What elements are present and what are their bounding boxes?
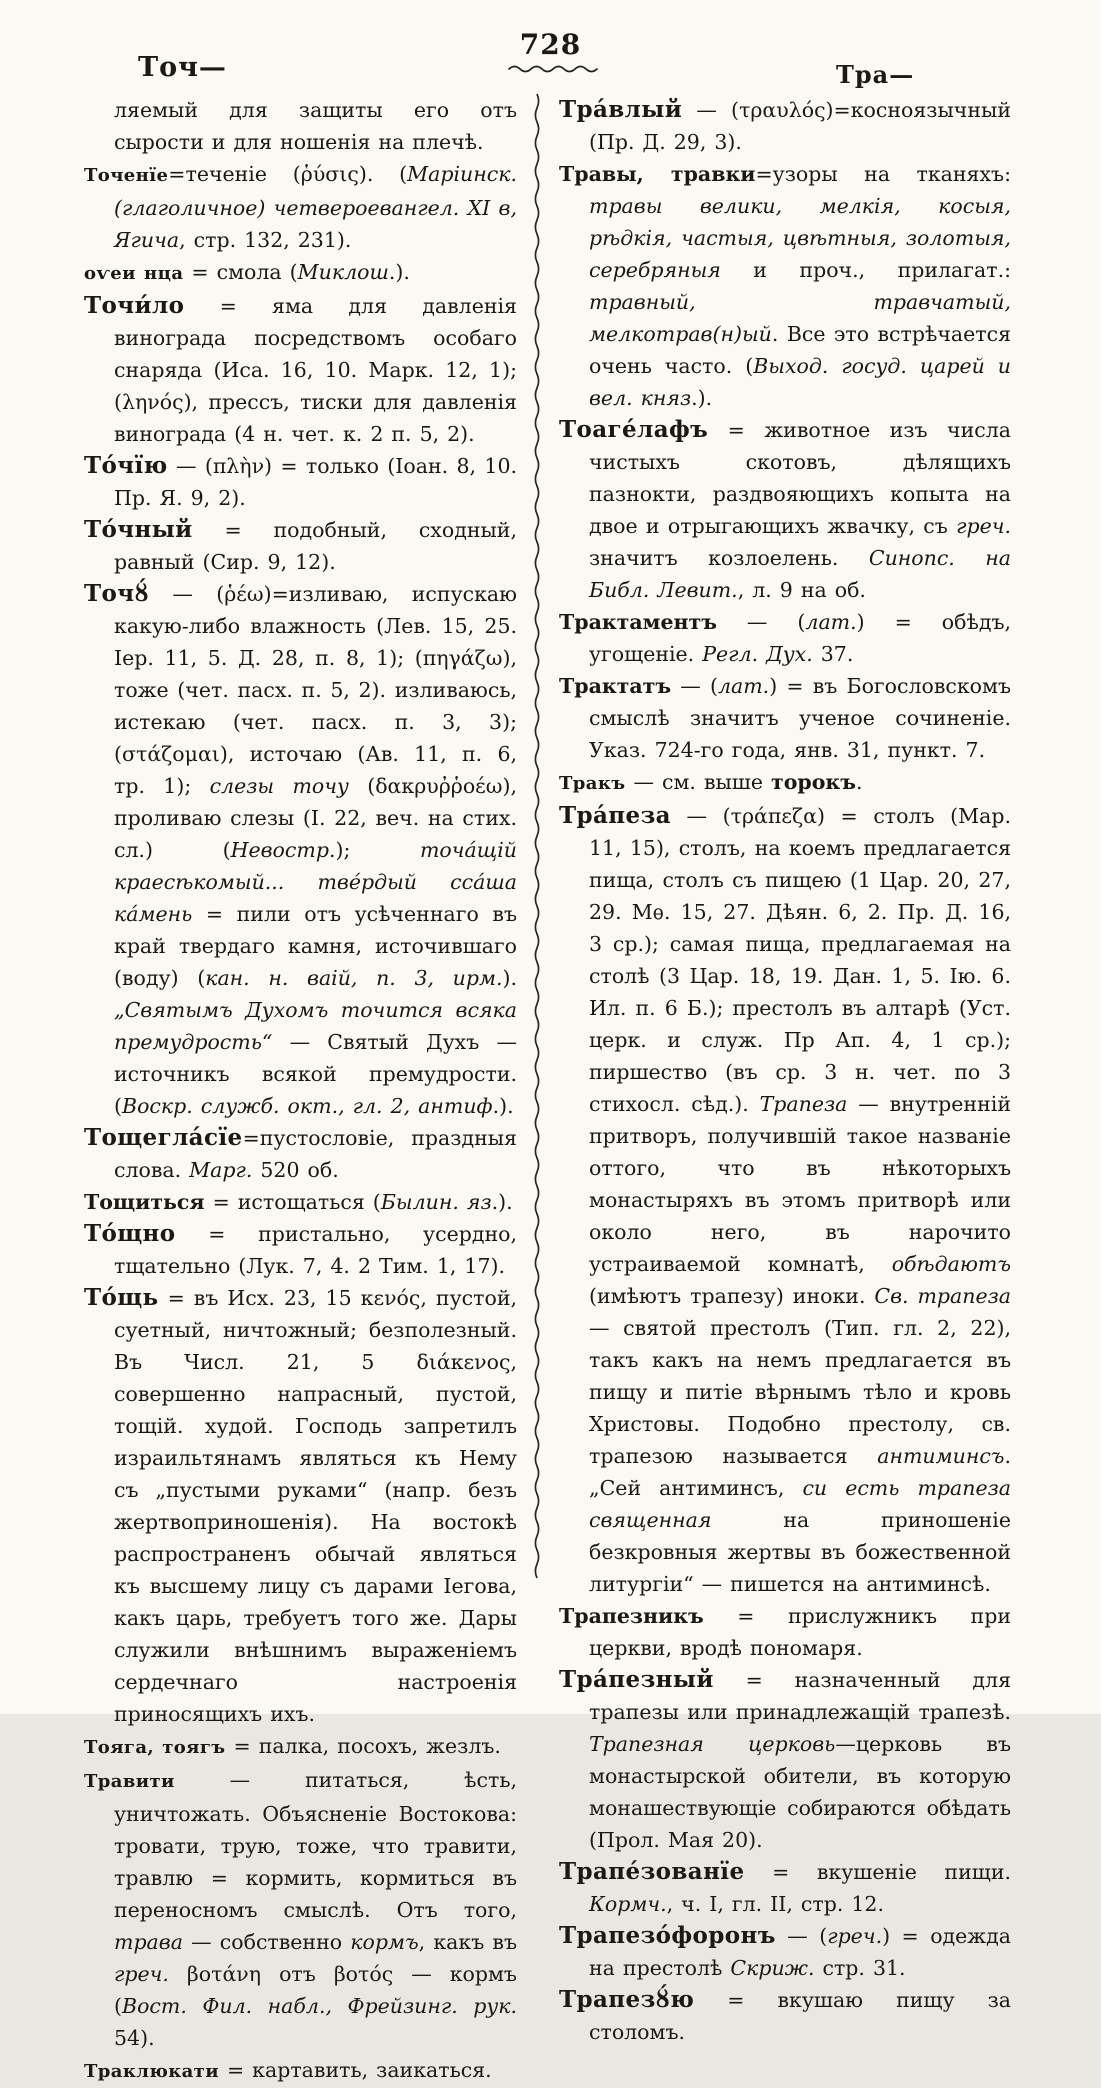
entry-text: „Святымъ Духомъ точится всяка премудрость“ [114, 998, 517, 1054]
entry-text: — ( [670, 804, 731, 828]
entry-text: = прислужникъ при церкви, вродѣ пономаря. [589, 1604, 1011, 1660]
entry-headword: Точȣ́ [84, 580, 150, 607]
dictionary-entry [84, 1764, 517, 2054]
entry-text: βοτός [333, 1962, 394, 1986]
column-divider [532, 94, 542, 1572]
entry-text: трава [114, 1930, 183, 1954]
entry-text: Регл. Дух. [702, 642, 813, 666]
entry-text: κενός [360, 1286, 421, 1310]
entry-text: , л. 9 на об. [737, 578, 866, 602]
text-columns [84, 94, 1011, 2088]
right-column [559, 94, 1011, 2048]
entry-text: Вост. Фил. набл., Фрейзинг. рук. [122, 1994, 517, 2018]
entry-text: , стр. 132, 231). [179, 228, 352, 252]
entry-text: Трапезная церковь [589, 1732, 836, 1756]
dictionary-entry [84, 290, 517, 450]
entry-text: , совершенно напрасный, пустой, тощій. худой. Господь запретилъ израильтянамъ являться къ Нему съ „пустыми руками“ (напр. безъ жертвоприношенія). На востокѣ распространенъ обычай являться къ высшему лицу съ дарами Іегова, какъ царь, требуетъ того же. Дары служили внѣшнимъ выраженіемъ сердечнаго настроенія приносящихъ ихъ. [114, 1350, 517, 1726]
entry-text: 54). [114, 2026, 155, 2050]
entry-text: — ( [682, 98, 740, 122]
entry-text: = яма для давленія винограда посредствомъ особаго снаряда (Иса. 16, 10. Марк. 12, 1); ( [114, 294, 517, 414]
entry-text: Скриж. [730, 1956, 815, 1980]
entry-text: = картавить, заикаться. [218, 2058, 492, 2082]
entry-headword: Травити [84, 1771, 175, 1792]
dictionary-entry [84, 450, 517, 514]
entry-text: — ( [716, 610, 806, 634]
dictionary-entry [559, 766, 1011, 800]
entry-text: ) = въ Богословскомъ смыслѣ значитъ ученое сочиненіе. Указ. 724-го года, янв. 31, пункт. 7. [589, 674, 1012, 762]
page-number-wavy-rule [507, 64, 595, 74]
entry-text: — питаться, ѣсть, уничтожать. Объясненіе Востокова: тровати, трую, тоже, что травити, травлю = кормить, кормиться въ переносномъ смыслѣ. Отъ того, [114, 1768, 517, 1922]
entry-headword: Травы, травки [559, 162, 756, 186]
dictionary-entry [559, 414, 1011, 606]
entry-text: , какъ въ [418, 1930, 517, 1954]
entry-text: — ( [775, 1924, 828, 1948]
entry-text: Былин. яз [380, 1190, 492, 1214]
entry-headword: То́щно [84, 1220, 176, 1247]
entry-text: )=изливаю, испускаю какую-либо влажность (Лев. 15, 25. Іер. 11, 5. Д. 28, п. 8, 1); ( [114, 582, 517, 670]
entry-text: = пристально, усердно, тщательно (Лук. 7, 4. 2 Тим. 1, 17). [114, 1222, 517, 1278]
entry-headword: Трапезо́форонъ [559, 1922, 776, 1949]
entry-text: πηγάζω [422, 646, 503, 670]
entry-text: Воскр. служб. окт., гл. 2, антиф [122, 1094, 493, 1118]
entry-text: = пили отъ усѣченнаго въ край твердаго камня, источившаго (воду) ( [114, 902, 517, 990]
entry-headword: Тракъ [559, 773, 626, 794]
entry-text: ), тоже (чет. пасх. п. 5, 2). изливаюсь, истекаю (чет. пасх. п. 3, 3); ( [114, 646, 517, 766]
entry-text: травы велики, мелкія, косыя, рѣдкія, частыя, цвѣтныя, золотыя, серебряныя [589, 194, 1011, 282]
entry-text: травный, травчатый, мелкотрав(н)ый [589, 290, 1011, 346]
entry-text: Выход. госуд. царей и вел. княз [589, 354, 1011, 410]
dictionary-entry [84, 1122, 517, 1186]
entry-text: =узоры на тканяхъ: [755, 162, 1012, 186]
entry-text: .). [388, 260, 410, 284]
entry-headword: Тощиться [84, 1190, 205, 1214]
entry-text: греч. [827, 1924, 883, 1948]
entry-text: .). [492, 1094, 514, 1118]
entry-text: δακρυῤῥοέω [375, 774, 503, 798]
running-head-right: Тра— [836, 60, 915, 89]
entry-text: .). [691, 386, 713, 410]
entry-text: διάκενος [416, 1350, 511, 1374]
entry-text: Миклош [297, 260, 389, 284]
entry-headword: Тояга, тоягъ [84, 1737, 226, 1758]
entry-text: Кормч. [589, 1892, 667, 1916]
entry-text: = въ Исх. 23, 15 [158, 1286, 361, 1310]
entry-headword: То́щь [84, 1284, 159, 1311]
entry-text: = животное изъ числа чистыхъ скотовъ, дѣлящихъ пазнокти, раздвояющихъ копыта на двое и отрыгающихъ жвачку, съ [589, 418, 1011, 538]
entry-text: = палка, посохъ, жезлъ. [225, 1734, 501, 1758]
entry-text: кормъ [350, 1930, 419, 1954]
entry-text [169, 1962, 187, 1986]
entry-text: στάζομαι [122, 742, 220, 766]
dictionary-entry [559, 1600, 1011, 1664]
dictionary-entry [84, 158, 517, 256]
entry-text: ) = одежда на престолѣ [589, 1924, 1011, 1980]
entry-text: 37. [812, 642, 854, 666]
entry-text: ῥέω [224, 582, 264, 606]
entry-text: — собственно [182, 1930, 351, 1954]
entry-text: , пустой, суетный, ничтожный; безполезный. Въ Числ. 21, 5 [114, 1286, 517, 1374]
entry-text: (имѣютъ трапезу) иноки. [589, 1284, 875, 1308]
entry-text: — ( [671, 674, 718, 698]
entry-text: обѣдаютъ [891, 1252, 1011, 1276]
entry-text: = вкушаю пищу за столомъ. [589, 1988, 1011, 2044]
entry-text: — святой престолъ (Тип. гл. 2, 22), такъ какъ на немъ предлагается въ пищу и питіе вѣрнымъ тѣло и кровь Христовы. Подобно престолу, св. трапезою называется [589, 1316, 1011, 1468]
entry-text: и проч., прилагат.: [720, 258, 1011, 282]
entry-text: — кормъ ( [114, 1962, 517, 2018]
entry-text: ) = столъ (Мар. 11, 15), столъ, на коемъ предлагается пища, столъ съ пищею (1 Цар. 20, 27, 29. Мѳ. 15, 27. Дѣян. 6, 2. Пр. Д. 16, 3 ср.); самая пища, предлагаемая на столѣ (3 Цар. 18, 19. Дан. 1, 5. Ію. 6. Ил. п. 6 Б.); престолъ въ алтарѣ (Уст. церк. и служ. Пр Ап. 4, 1 ср.); пиршество (въ ср. 3 н. чет. по 3 стихосл. сѣд.). [589, 804, 1011, 1116]
entry-text: ( [348, 774, 376, 798]
dictionary-entry [84, 256, 517, 290]
left-column [84, 94, 517, 2088]
entry-text: ляемый для защиты его отъ сырости и для ношенія на плечѣ. [114, 98, 517, 154]
entry-text: —церковь въ монастырской обители, въ которую монашествующіе собираются обѣдать (Прол. Мая 20). [589, 1732, 1011, 1852]
entry-text: на приношеніе безкровныя жертвы въ божественной литургіи“ — пишется на антиминсѣ. [589, 1508, 1011, 1596]
entry-headword: Трапе́зованїе [559, 1858, 745, 1885]
entry-text: — Святый Духъ — источникъ всякой премудрости. ( [114, 1030, 517, 1118]
dictionary-entry [84, 1730, 517, 1764]
entry-text: Трапеза [759, 1092, 848, 1116]
entry-text: τράπεζα [730, 804, 817, 828]
dictionary-entry [84, 1186, 517, 1218]
entry-headword: Трапезȣ́ю [559, 1986, 695, 2013]
entry-headword: Точенїе [84, 165, 169, 186]
dictionary-entry [559, 606, 1011, 670]
dictionary-entry [84, 94, 517, 158]
entry-headword: Тоаге́лафъ [559, 416, 709, 443]
dictionary-entry [84, 2054, 517, 2088]
entry-text: = истощаться ( [204, 1190, 381, 1214]
entry-text: ) = обѣдъ, угощеніе. [589, 610, 1011, 666]
entry-text: отъ [261, 1962, 334, 1986]
entry-text: )=косноязычный (Пр. Д. 29, 3). [589, 98, 1011, 154]
entry-text: 520 об. [252, 1158, 339, 1182]
dictionary-entry [84, 1282, 517, 1730]
entry-text: = смола ( [183, 260, 298, 284]
dictionary-entry [84, 578, 517, 1122]
entry-text: = подобный, сходный, равный (Сир. 9, 12). [114, 518, 517, 574]
entry-headword: оѵеи нца [84, 263, 184, 284]
entry-text: — ( [149, 582, 225, 606]
entry-text: ληνός [122, 390, 184, 414]
entry-headword: То́чный [84, 516, 193, 543]
entry-headword: Точи́ло [84, 292, 185, 319]
running-head-left: Точ— [138, 52, 227, 83]
page-number: 728 [519, 28, 582, 61]
entry-text: =пустословіе, праздныя слова. [114, 1126, 517, 1182]
entry-text: лат. [805, 610, 857, 634]
entry-text: торокъ [771, 770, 856, 794]
entry-text: лат. [717, 674, 770, 698]
entry-text: стр. 31. [814, 1956, 906, 1980]
entry-text: βοτάνη [186, 1962, 262, 1986]
entry-headword: Трапезникъ [559, 1604, 704, 1628]
dictionary-entry [559, 800, 1011, 1600]
entry-text: антиминсъ [877, 1444, 1005, 1468]
entry-headword: Трактатъ [559, 674, 672, 698]
entry-text: греч. [114, 1962, 169, 1986]
entry-text: Невостр [230, 838, 329, 862]
entry-headword: То́чїю [84, 452, 168, 479]
entry-text: Св. трапеза [874, 1284, 1011, 1308]
dictionary-entry [559, 1664, 1011, 1856]
entry-text: Маріинск. (глаголичное) четвероевангел. XI в, Ягича [114, 162, 517, 252]
entry-text: Марг. [189, 1158, 253, 1182]
entry-text: . [855, 770, 863, 794]
entry-text: ). ( [358, 162, 408, 186]
dictionary-entry [559, 670, 1011, 766]
entry-text: = вкушеніе пищи. [744, 1860, 1011, 1884]
entry-text: ῥύσις [300, 162, 359, 186]
entry-headword: Тра́пезный [559, 1666, 714, 1693]
entry-text: πλὴν [212, 454, 265, 478]
entry-text: .). [491, 1190, 513, 1214]
entry-text: =теченіе ( [168, 162, 301, 186]
entry-headword: Тра́влый [559, 96, 683, 123]
entry-headword: Траклюкати [84, 2061, 219, 2082]
entry-text: слезы точу [209, 774, 349, 798]
dictionary-entry [84, 1218, 517, 1282]
dictionary-entry [559, 1984, 1011, 2048]
entry-text: ), прессъ, тиски для давленія винограда (4 н. чет. к. 2 п. 5, 2). [114, 390, 517, 446]
dictionary-entry [559, 158, 1011, 414]
entry-headword: Трактаментъ [559, 610, 717, 634]
entry-headword: Тощегла́сїе [84, 1124, 243, 1151]
dictionary-entry [559, 94, 1011, 158]
entry-text: ). [502, 966, 518, 990]
dictionary-entry [84, 514, 517, 578]
entry-text: ), проливаю слезы (І. 22, веч. на стих. сл.) ( [114, 774, 518, 862]
entry-text: Синопс. на Библ. Левит. [589, 546, 1011, 602]
entry-text: си есть трапеза священная [589, 1476, 1011, 1532]
entry-text: . Все это встрѣчается очень часто. ( [589, 322, 1011, 378]
entry-text: — внутренній притворъ, получившій такое названіе оттого, что въ нѣкоторыхъ монастыряхъ въ этомъ притворѣ или около него, въ нарочито устраиваемой комнатѣ, [589, 1092, 1011, 1276]
entry-headword: Тра́пеза [559, 802, 671, 829]
entry-text: .); [328, 838, 420, 862]
entry-text: — см. выше [625, 770, 772, 794]
dictionary-entry [559, 1920, 1011, 1984]
entry-text: . „Сей антиминсъ, [589, 1444, 1011, 1500]
entry-text: ), источаю (Ав. 11, п. 6, тр. 1); [114, 742, 517, 798]
dictionary-entry [559, 1856, 1011, 1920]
entry-text: = назначенный для трапезы или принадлежащій трапезѣ. [589, 1668, 1011, 1724]
entry-text: , ч. I, гл. II, стр. 12. [666, 1892, 884, 1916]
entry-text: τραυλός [739, 98, 826, 122]
entry-text: ) = только (Іоан. 8, 10. Пр. Я. 9, 2). [114, 454, 517, 510]
entry-text: греч. [956, 514, 1011, 538]
entry-text: — ( [167, 454, 213, 478]
entry-text: кан. н. ваій, п. 3, ирм. [205, 966, 503, 990]
entry-text: точа́щій краесѣкомый... тве́рдый сса́ша ка́мень [114, 838, 517, 926]
entry-text: значитъ козлоелень. [589, 546, 869, 570]
